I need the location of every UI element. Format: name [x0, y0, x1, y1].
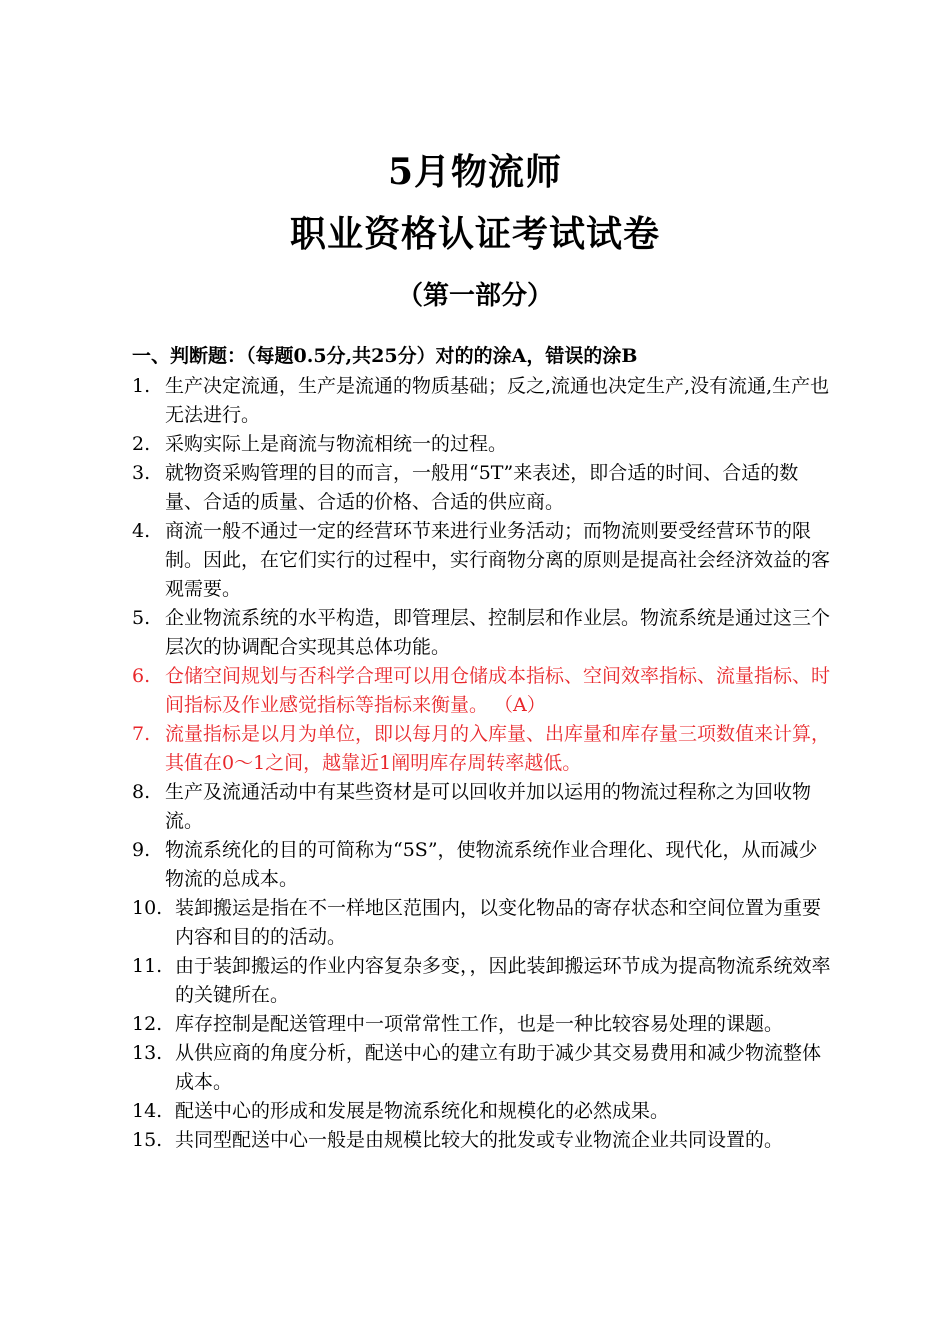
question-number: 13.: [132, 1042, 163, 1064]
question-item: [132, 1126, 832, 1155]
question-number: 6.: [132, 665, 151, 687]
question-text: 流量指标是以月为单位，即以每月的入库量、出库量和库存量三项数值来计算，其值在0～1之间，越靠近1阐明库存周转率越低。: [165, 723, 831, 774]
title-block: [0, 142, 950, 318]
question-item: [132, 430, 832, 459]
question-number: 5.: [132, 607, 151, 629]
question-number: 11.: [132, 955, 163, 977]
question-list: [132, 372, 832, 1155]
question-number: 14.: [132, 1100, 163, 1122]
question-text: 生产决定流通，生产是流通的物质基础；反之,流通也决定生产,没有流通,生产也无法进行。: [165, 375, 830, 426]
part-label: （第一部分）: [396, 281, 553, 311]
question-text: 从供应商的角度分析，配送中心的建立有助于减少其交易费用和减少物流整体成本。: [175, 1042, 822, 1093]
question-text: 物流系统化的目的可简称为“5S”，使物流系统作业合理化、现代化，从而减少物流的总成本。: [165, 839, 818, 890]
question-number: 15.: [132, 1129, 163, 1151]
question-text: 生产及流通活动中有某些资材是可以回收并加以运用的物流过程称之为回收物流。: [165, 781, 812, 832]
question-text: 采购实际上是商流与物流相统一的过程。: [165, 433, 508, 455]
question-item: [132, 952, 832, 1010]
question-text: 共同型配送中心一般是由规模比较大的批发或专业物流企业共同设置的。: [175, 1129, 784, 1151]
question-number: 9.: [132, 839, 151, 861]
question-item: [132, 459, 832, 517]
question-number: 8.: [132, 781, 151, 803]
section-heading: 一、判断题：（每题0.5分,共25分）对的的涂A，错误的涂B: [132, 345, 638, 367]
question-item: [132, 372, 832, 430]
question-item: [132, 662, 832, 720]
exam-subtitle: 职业资格认证考试试卷: [289, 213, 660, 255]
question-item: [132, 836, 832, 894]
question-item: [132, 894, 832, 952]
question-number: 12.: [132, 1013, 163, 1035]
question-text: 就物资采购管理的目的而言，一般用“5T”来表述，即合适的时间、合适的数量、合适的质量、合适的价格、合适的供应商。: [165, 462, 799, 513]
question-item: [132, 720, 832, 778]
question-number: 1.: [132, 375, 151, 397]
question-number: 7.: [132, 723, 151, 745]
question-text: 由于装卸搬运的作业内容复杂多变，，因此装卸搬运环节成为提高物流系统效率的关键所在。: [175, 955, 831, 1006]
question-number: 3.: [132, 462, 151, 484]
question-item: [132, 1010, 832, 1039]
question-item: [132, 517, 832, 604]
question-item: [132, 1039, 832, 1097]
question-text: 装卸搬运是指在不一样地区范围内，以变化物品的寄存状态和空间位置为重要内容和目的的活动。: [175, 897, 822, 948]
question-number: 4.: [132, 520, 151, 542]
question-text: 企业物流系统的水平构造，即管理层、控制层和作业层。物流系统是通过这三个层次的协调配合实现其总体功能。: [165, 607, 831, 658]
question-text: 仓储空间规划与否科学合理可以用仓储成本指标、空间效率指标、流量指标、时间指标及作业感觉指标等指标来衡量。 （A）: [165, 665, 831, 716]
exam-title: 5月物流师: [387, 151, 563, 193]
question-item: [132, 778, 832, 836]
question-text: 商流一般不通过一定的经营环节来进行业务活动；而物流则要受经营环节的限制。因此，在它们实行的过程中，实行商物分离的原则是提高社会经济效益的客观需要。: [165, 520, 831, 600]
question-number: 2.: [132, 433, 151, 455]
question-item: [132, 1097, 832, 1126]
question-text: 库存控制是配送管理中一项常常性工作，也是一种比较容易处理的课题。: [175, 1013, 784, 1035]
question-number: 10.: [132, 897, 163, 919]
question-text: 配送中心的形成和发展是物流系统化和规模化的必然成果。: [175, 1100, 670, 1122]
question-item: [132, 604, 832, 662]
